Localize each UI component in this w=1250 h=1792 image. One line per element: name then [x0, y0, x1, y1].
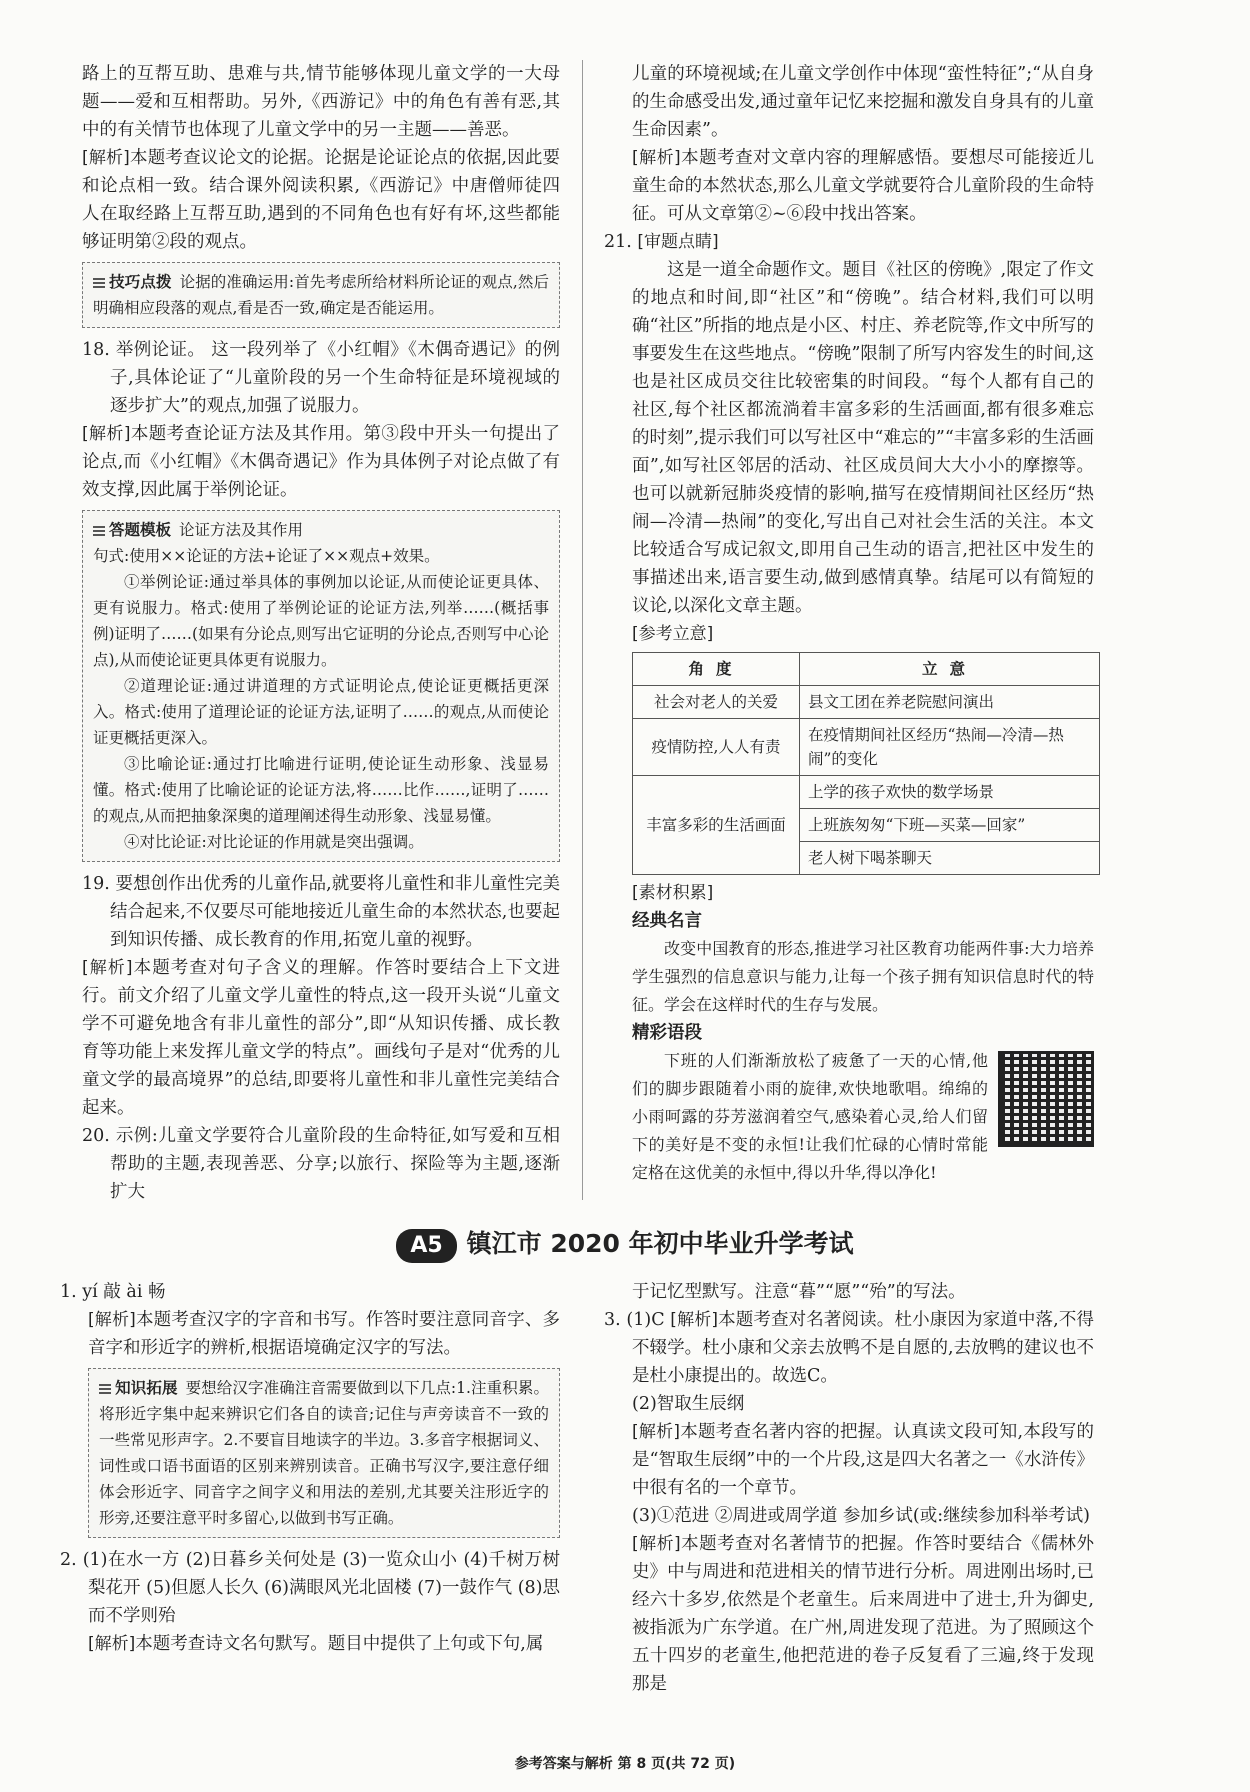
section-title [0, 1224, 1250, 1263]
tip-box-text: 论据的准确运用:首先考虑所给材料所论证的观点,然后明确相应段落的观点,看是否一致,确定是否能运用。 [93, 273, 549, 317]
analysis-19: [解析]本题考查对句子含义的理解。作答时要结合上下文进行。前文介绍了儿童文学儿童性的特点,这一段开头说“儿童文学不可避免地含有非儿童性的部分”,即“从知识传播、成长教育等功能上来发挥儿童文学的特点”。画线句子是对“优秀的儿童文学的最高境界”的总结,即要将儿童性和非儿童性完美结合起来。 [82, 958, 561, 1118]
qr-code-icon[interactable] [998, 1051, 1094, 1147]
table-header-angle: 角度 [633, 653, 800, 686]
analysis-3-3: [解析]本题考查对名著情节的把握。作答时要结合《儒林外史》中与周进和范进相关的情节进行分析。周进刚出场时,已经六十多岁,依然是个老童生。后来周进中了进士,升为御史,被指派为广东学道。在广州,周进发现了范进。为了照顾这个五十四岁的老童生,他把范进的卷子反复看了三遍,终于发现那是 [632, 1534, 1095, 1694]
table-row: 老人树下喝茶聊天 [633, 842, 1100, 875]
analysis-2: [解析]本题考查诗文名句默写。题目中提供了上句或下句,属 [88, 1634, 544, 1654]
right-top-column [604, 60, 1094, 1187]
table-row: 疫情防控,人人有责 在疫情期间社区经历“热闹—冷清—热闹”的变化 [633, 719, 1100, 776]
question-3: 3. (1)C [解析]本题考查对名著阅读。杜小康因为家道中落,不得不辍学。杜小康和父亲去放鸭不是自愿的,去放鸭的建议也不是杜小康提出的。故选C。 [604, 1310, 1094, 1386]
question-3-2: (2)智取生辰纲 [632, 1394, 745, 1414]
reference-table [632, 652, 1100, 875]
material-tag: [素材积累] [632, 883, 714, 903]
knowledge-box: 知识拓展 要想给汉字准确注音需要做到以下几点:1.注重积累。将形近字集中起来辨识它们各自的读音;记住与声旁读音不一致的一些常见形声字。2.不要盲目地读字的半边。3.多音字根据词义、词性或口语书面语的区别来辨别读音。正确书写汉字,要注意仔细体会形近字、同音字之间字义和用法的差别,尤其要关注形近字的形旁,还要注意平时多留心,以做到书写正确。 [88, 1368, 560, 1538]
template-box-title: 答题模板 [93, 521, 171, 539]
reference-tag: [参考立意] [632, 624, 714, 644]
column-divider [582, 60, 583, 1200]
passage-text: 下班的人们渐渐放松了疲惫了一天的心情,他们的脚步跟随着小雨的旋律,欢快地歌唱。绵绵的小雨呵露的芬芳滋润着空气,感染着心灵,给人们留下的美好是不变的永恒!让我们忙碌的心情时常能定格在这优美的永恒中,得以升华,得以净化! [632, 1051, 988, 1182]
quote-title: 经典名言 [632, 911, 702, 931]
analysis-20: [解析]本题考查对文章内容的理解感悟。要想尽可能接近儿童生命的本然状态,那么儿童文学就要符合儿童阶段的生命特征。可从文章第②~⑥段中找出答案。 [632, 148, 1095, 224]
question-19: 19. 要想创作出优秀的儿童作品,就要将儿童性和非儿童性完美结合起来,不仅要尽可能地接近儿童生命的本然状态,也要起到知识传播、成长教育的作用,拓宽儿童的视野。 [82, 874, 560, 950]
question-2: 2. (1)在水一方 (2)日暮乡关何处是 (3)一览众山小 (4)千树万树梨花开 (5)但愿人长久 (6)满眼风光北固楼 (7)一鼓作气 (8)思而不学则殆 [60, 1550, 560, 1626]
table-row: 丰富多彩的生活画面 上学的孩子欢快的数学场景 [633, 776, 1100, 809]
section-title-text: 镇江市 2020 年初中毕业升学考试 [466, 1229, 854, 1258]
text-continuation: 儿童的环境视域;在儿童文学创作中体现“蛮性特征”;“从自身的生命感受出发,通过童年记忆来挖掘和激发自身具有的儿童生命因素”。 [632, 64, 1094, 140]
question-21: 21. [审题点睛] [604, 232, 719, 252]
table-row: 上班族匆匆“下班—买菜—回家” [633, 809, 1100, 842]
left-top-column [82, 60, 560, 1206]
analysis-18: [解析]本题考查论证方法及其作用。第③段中开头一句提出了论点,而《小红帽》《木偶奇遇记》作为具体例子对论点做了有效支撑,因此属于举例论证。 [82, 424, 561, 500]
table-header-intent: 立意 [800, 653, 1100, 686]
question-20: 20. 示例:儿童文学要符合儿童阶段的生命特征,如写爱和互相帮助的主题,表现善恶、分享;以旅行、探险等为主题,逐渐扩大 [82, 1126, 560, 1202]
analysis-paragraph: [解析]本题考查议论文的论据。论据是论证论点的依据,因此要和论点相一致。结合课外阅读积累,《西游记》中唐僧师徒四人在取经路上互帮互助,遇到的不同角色也有好有坏,这些都能够证明第②段的观点。 [82, 148, 561, 252]
table-row: 社会对老人的关爱 县文工团在养老院慰问演出 [633, 686, 1100, 719]
page-footer: 参考答案与解析 第 8 页(共 72 页) [514, 1756, 736, 1772]
question-18: 18. 举例论证。 这一段列举了《小红帽》《木偶奇遇记》的例子,具体论证了“儿童阶段的另一个生命特征是环境视域的逐步扩大”的观点,加强了说服力。 [82, 340, 560, 416]
tip-box [82, 262, 560, 328]
question-21-text: 这是一道全命题作文。题目《社区的傍晚》,限定了作文的地点和时间,即“社区”和“傍晚”。结合材料,我们可以明确“社区”所指的地点是小区、村庄、养老院等,作文中所写的事要发生在这些地点。“傍晚”限制了所写内容发生的时间,这也是社区成员交往比较密集的时间段。“每个人都有自己的社区,每个社区都流淌着丰富多彩的生活画面,都有很多难忘的时刻”,提示我们可以写社区中“难忘的”“丰富多彩的生活画面”,如写社区邻居的活动、社区成员间大大小小的摩擦等。也可以就新冠肺炎疫情的影响,描写在疫情期间社区经历“热闹—冷清—热闹”的变化,写出自己对社会生活的关注。本文比较适合写成记叙文,即用自己生动的语言,把社区中发生的事描述出来,语言要生动,做到感情真挚。结尾可以有简短的议论,以深化文章主题。 [632, 260, 1094, 616]
quote-text: 改变中国教育的形态,推进学习社区教育功能两件事:大力培养学生强烈的信息意识与能力,让每一个孩子拥有知识信息时代的特征。学会在这样时代的生存与发展。 [632, 939, 1094, 1014]
left-bottom-column [60, 1278, 560, 1658]
question-3-3: (3)①范进 ②周进或周学道 参加乡试(或:继续参加科举考试) [632, 1506, 1090, 1526]
text-continuation: 路上的互帮互助、患难与共,情节能够体现儿童文学的一大母题——爱和互相帮助。另外,《西游记》中的角色有善有恶,其中的有关情节也体现了儿童文学中的另一主题——善恶。 [82, 64, 560, 140]
section-badge: A5 [396, 1229, 456, 1263]
template-box: 答题模板 论证方法及其作用 句式:使用××论证的方法+论证了××观点+效果。 ①举例论证:通过举具体的事例加以论证,从而使论证更具体、更有说服力。格式:使用了举例论证的论证方法,列举……(概括事例)证明了……(如果有分论点,则写出它证明的分论点,否则写中心论点),从而使论证更具体更有说服力。 ②道理论证:通过讲道理的方式证明论点,使论证更概括更深入。格式:使用了道理论证的论证方法,证明了……的观点,从而使论证更概括更深入。 ③比喻论证:通过打比喻进行证明,使论证生动形象、浅显易懂。格式:使用了比喻论证的论证方法,将……比作……,证明了……的观点,从而把抽象深奥的道理阐述得生动形象、浅显易懂。 ④对比论证:对比论证的作用就是突出强调。 [82, 510, 560, 862]
analysis-3-2: [解析]本题考查名著内容的把握。认真读文段可知,本段写的是“智取生辰纲”中的一个片段,这是四大名著之一《水浒传》中很有名的一个章节。 [632, 1422, 1095, 1498]
analysis-1: [解析]本题考查汉字的字音和书写。作答时要注意同音字、多音字和形近字的辨析,根据语境确定汉字的写法。 [88, 1310, 561, 1358]
passage-title: 精彩语段 [632, 1023, 702, 1043]
right-bottom-column [604, 1278, 1094, 1698]
text-continuation: 于记忆型默写。注意“暮”“愿”“殆”的写法。 [632, 1282, 966, 1302]
tip-box-title: 技巧点拨 [93, 273, 172, 291]
knowledge-box-title: 知识拓展 [99, 1379, 178, 1397]
question-1: 1. yí 敲 ài 畅 [60, 1282, 166, 1302]
